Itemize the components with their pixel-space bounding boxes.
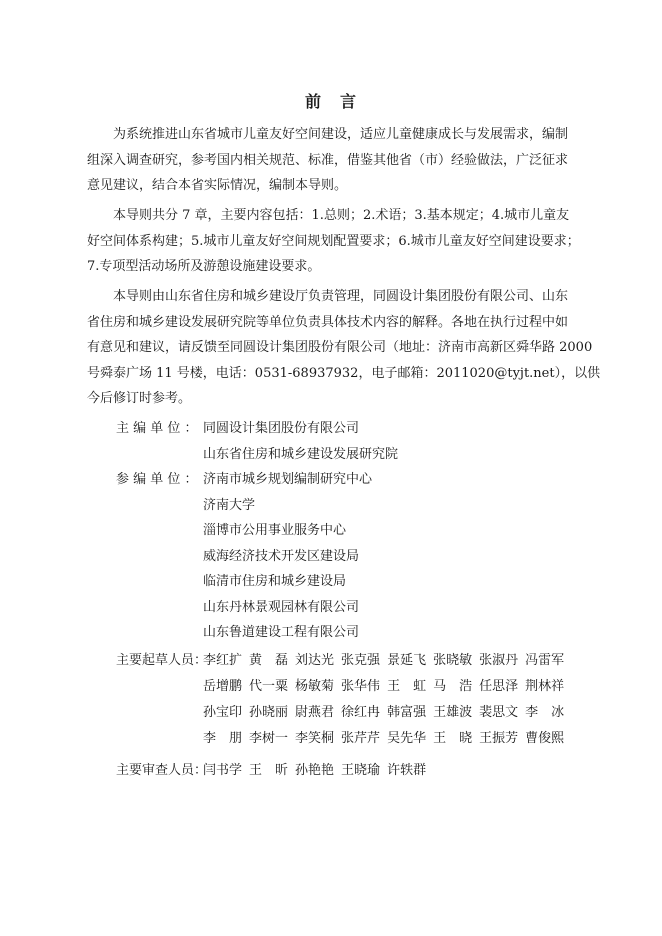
chief-units-row	[0, 442, 662, 467]
person-name: 王 虹	[387, 679, 427, 694]
text-line: 7.专项型活动场所及游憩设施建设要求。	[87, 259, 321, 274]
participating-unit: 济南大学	[203, 498, 256, 513]
person-name: 裴思文	[479, 705, 519, 720]
person-name: 黄 磊	[249, 653, 289, 668]
drafters-row	[0, 726, 662, 751]
person-name: 王 昕	[249, 763, 289, 778]
text-line: 为系统推进山东省城市儿童友好空间建设，适应儿童健康成长与发展需求，编制	[113, 127, 569, 142]
text-line: 意见建议，结合本省实际情况，编制本导则。	[87, 178, 348, 193]
person-name: 吴先华	[387, 731, 427, 746]
paragraph-management	[87, 284, 601, 412]
drafters-names	[203, 674, 571, 699]
text-line: 本导则共分 7 章，主要内容包括：1.总则；2.术语；3.基本规定；4.城市儿童友	[113, 208, 570, 223]
chief-unit: 同圆设计集团股份有限公司	[203, 421, 360, 436]
drafters-label: 主要起草人员：	[116, 653, 208, 668]
person-name: 张芹芹	[341, 731, 381, 746]
participating-unit: 山东丹林景观园林有限公司	[203, 600, 360, 615]
person-name: 徐红冉	[341, 705, 381, 720]
person-name: 闫书学	[203, 763, 243, 778]
participating-units-row	[0, 569, 662, 594]
text-line: 今后修订时参考。	[87, 391, 192, 406]
person-name: 许轶群	[387, 763, 427, 778]
person-name: 荆林祥	[525, 679, 565, 694]
text-line: 有意见和建议，请反馈至同圆设计集团股份有限公司（地址：济南市高新区舜华路 2000	[87, 340, 593, 355]
drafters-names	[203, 648, 571, 673]
reviewers-row	[0, 758, 662, 783]
person-name: 冯雷军	[525, 653, 565, 668]
person-name: 孙晓丽	[249, 705, 289, 720]
person-name: 王雄波	[433, 705, 473, 720]
title-part-1: 前	[304, 92, 322, 111]
participating-units-row	[0, 518, 662, 543]
reviewers-label: 主要审查人员：	[116, 763, 208, 778]
reviewers-names	[203, 758, 433, 783]
participating-units-row	[0, 544, 662, 569]
participating-unit: 威海经济技术开发区建设局	[203, 549, 360, 564]
drafters-row	[0, 648, 662, 673]
text-line: 好空间体系构建；5.城市儿童友好空间规划配置要求；6.城市儿童友好空间建设要求；	[87, 233, 580, 249]
person-name: 李树一	[249, 731, 289, 746]
participating-unit: 淄博市公用事业服务中心	[203, 523, 347, 538]
paragraph-purpose	[87, 122, 575, 199]
person-name: 曹俊熙	[525, 731, 565, 746]
paragraph-contents	[87, 203, 580, 280]
title-part-2: 言	[340, 92, 358, 111]
person-name: 景延飞	[387, 653, 427, 668]
person-name: 王 晓	[433, 731, 473, 746]
person-name: 张华伟	[341, 679, 381, 694]
person-name: 王晓瑜	[341, 763, 381, 778]
text-line: 号舜泰广场 11 号楼，电话：0531-68937932，电子邮箱：2011020@tyjt.net），以供	[87, 365, 601, 381]
person-name: 李 朋	[203, 731, 243, 746]
participating-units-row	[0, 493, 662, 518]
person-name: 尉燕君	[295, 705, 335, 720]
drafters-row	[0, 700, 662, 725]
participating-unit: 山东鲁道建设工程有限公司	[203, 625, 360, 640]
participating-unit: 济南市城乡规划编制研究中心	[203, 472, 373, 487]
person-name: 代一粟	[249, 679, 289, 694]
person-name: 张克强	[341, 653, 381, 668]
participating-units-label: 参 编 单 位 ：	[116, 472, 198, 487]
person-name: 李 冰	[525, 705, 565, 720]
person-name: 杨敏菊	[295, 679, 335, 694]
text-line: 本导则由山东省住房和城乡建设厅负责管理，同圆设计集团股份有限公司、山东	[113, 289, 569, 304]
person-name: 孙宝印	[203, 705, 243, 720]
person-name: 李笑桐	[295, 731, 335, 746]
chief-units-row	[0, 416, 662, 441]
participating-units-row	[0, 595, 662, 620]
person-name: 张淑丹	[479, 653, 519, 668]
drafters-names	[203, 700, 571, 725]
participating-units-row	[0, 620, 662, 645]
drafters-row	[0, 674, 662, 699]
text-line: 省住房和城乡建设发展研究院等单位负责具体技术内容的解释。各地在执行过程中如	[87, 314, 569, 330]
text-line: 组深入调查研究，参考国内相关规范、标准，借鉴其他省（市）经验做法，广泛征求	[87, 152, 569, 168]
chief-unit: 山东省住房和城乡建设发展研究院	[203, 447, 399, 462]
person-name: 马 浩	[433, 679, 473, 694]
participating-units-row	[0, 467, 662, 492]
chief-units-label: 主 编 单 位 ：	[116, 421, 198, 436]
person-name: 刘达光	[295, 653, 335, 668]
person-name: 李红扩	[203, 653, 243, 668]
person-name: 任思泽	[479, 679, 519, 694]
person-name: 韩富强	[387, 705, 427, 720]
person-name: 孙艳艳	[295, 763, 335, 778]
person-name: 张晓敏	[433, 653, 473, 668]
page-title	[0, 89, 662, 112]
participating-unit: 临清市住房和城乡建设局	[203, 574, 347, 589]
drafters-names	[203, 726, 571, 751]
person-name: 王振芳	[479, 731, 519, 746]
person-name: 岳增鹏	[203, 679, 243, 694]
